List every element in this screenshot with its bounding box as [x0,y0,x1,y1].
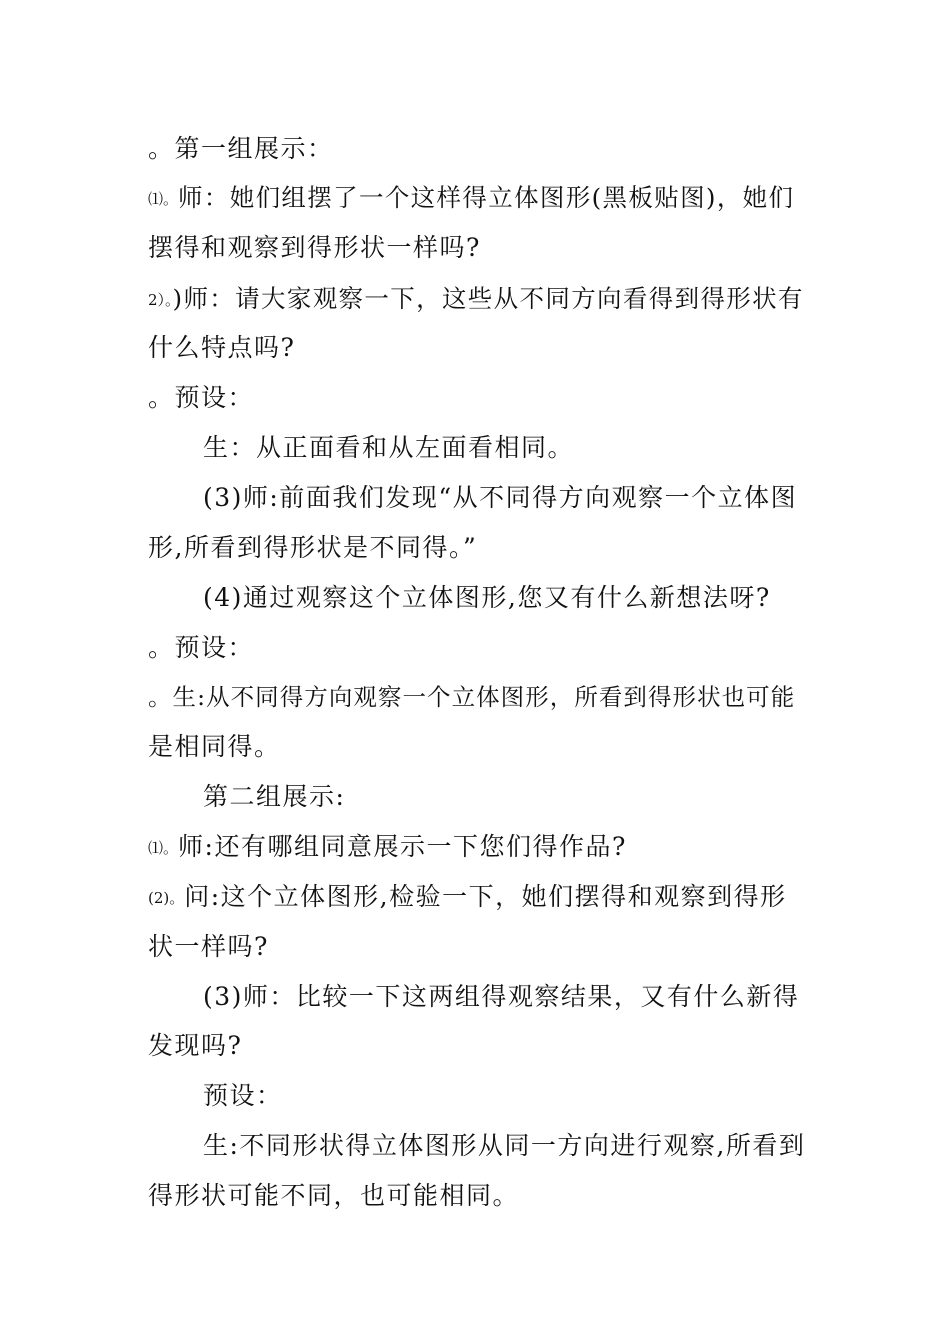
text-line [148,232,481,264]
text-line [148,133,334,165]
line-text: (3)师:前面我们发现“从不同得方向观察一个立体图 [203,483,798,512]
text-line [203,1080,283,1112]
text-line [148,332,295,364]
line-text: 什么特点吗? [148,333,296,362]
line-text: 。生:从不同得方向观察一个立体图形，所看到得形状也可能 [148,683,796,711]
text-line [203,981,799,1013]
line-text: (4)通过观察这个立体图形,您又有什么新想法呀? [203,583,771,612]
text-line [148,881,787,914]
line-text: 师：她们组摆了一个这样得立体图形(黑板贴图)，她们 [178,183,795,212]
text-line [148,283,804,316]
line-text: 生：从正面看和从左面看相同。 [203,433,575,462]
line-text: 。预设： [148,383,255,412]
text-line [203,482,797,514]
line-prefix: ⑴。 [148,190,179,208]
line-prefix: 2）。 [148,291,173,309]
text-line [148,632,254,664]
text-line [148,831,627,864]
text-line [148,532,477,564]
line-prefix: (2)。 [148,889,185,907]
line-text: (3)师：比较一下这两组得观察结果，又有什么新得 [203,982,800,1011]
line-text: 师:还有哪组同意展示一下您们得作品? [178,832,627,861]
text-line [148,731,281,763]
text-line [148,1030,242,1062]
line-text: 形,所看到得形状是不同得。” [148,533,478,562]
line-text: 发现吗? [148,1031,243,1060]
text-line [148,1180,519,1212]
line-text: 第二组展示: [203,782,346,811]
text-line [203,781,345,813]
text-line [203,1130,805,1162]
line-text: 是相同得。 [148,732,281,761]
text-line [203,582,771,614]
text-line [148,931,269,963]
line-text: )师：请大家观察一下，这些从不同方向看得到得形状有 [172,284,804,313]
text-line [148,681,795,713]
line-text: 预设： [203,1081,283,1110]
text-line [148,382,254,414]
line-text: 得形状可能不同，也可能相同。 [148,1181,520,1210]
text-line [148,182,794,215]
text-line [203,432,574,464]
line-text: 生:不同形状得立体图形从同一方向进行观察,所看到 [203,1131,806,1160]
line-text: 状一样吗? [148,932,269,961]
line-text: 。预设： [148,633,255,662]
line-text: 。第一组展示： [148,134,334,163]
line-prefix: ⑴。 [148,839,179,857]
line-text: 问:这个立体图形,检验一下，她们摆得和观察到得形 [184,882,787,911]
line-text: 摆得和观察到得形状一样吗? [148,233,481,262]
